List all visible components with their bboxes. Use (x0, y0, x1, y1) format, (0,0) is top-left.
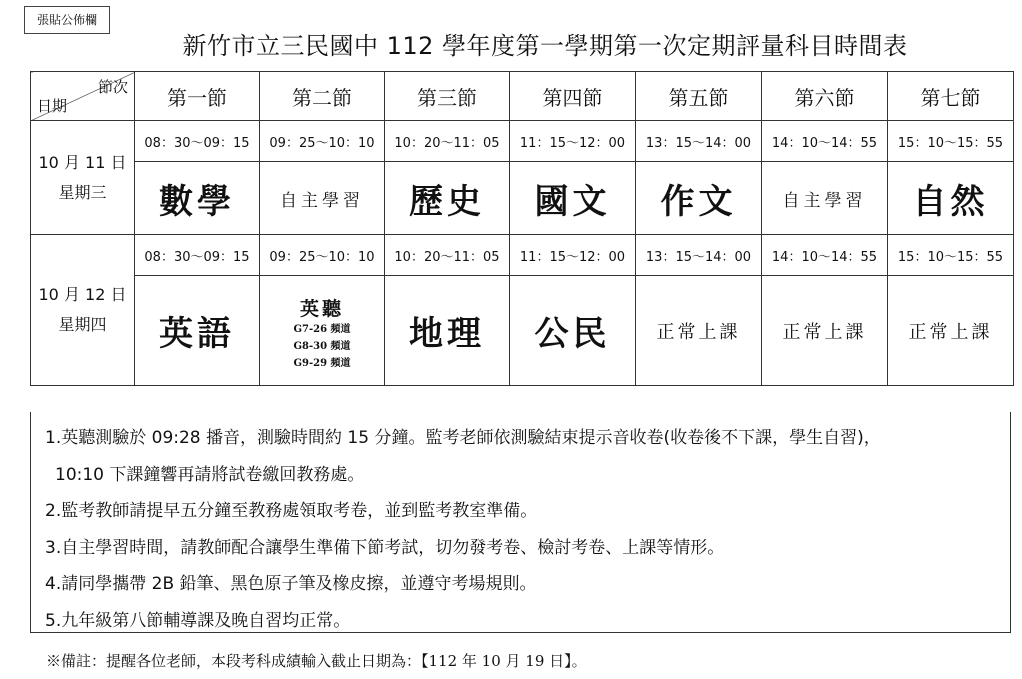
footer-remark: ※備註：提醒各位老師，本段考科成績輸入截止日期為：【112 年 10 月 19 日】。 (46, 652, 587, 670)
time-cell: 10：20～11：05 (385, 235, 510, 276)
time-cell: 08：30～09：15 (135, 235, 260, 276)
note-line: 10:10 下課鐘響再請將試卷繳回教務處。 (55, 464, 365, 485)
note-line: 1.英聽測驗於 09:28 播音，測驗時間約 15 分鐘。監考老師依測驗結束提示音收卷(收卷後不下課，學生自習)， (45, 428, 881, 448)
listening-channel: G7-26 頻道 (293, 323, 351, 335)
listening-subject: 英聽 (299, 297, 344, 320)
day2-weekday: 星期四 (58, 315, 107, 334)
subject-cell: 英語 (135, 276, 260, 386)
subject-cell: 國文 (510, 162, 636, 235)
period-header: 第五節 (636, 72, 762, 121)
day1-date-cell (31, 121, 135, 235)
page-title: 新竹市立三民國中 112 學年度第一學期第一次定期評量科目時間表 (182, 32, 908, 60)
notes-box (30, 412, 1011, 633)
subject-cell: 正常上課 (762, 276, 888, 386)
time-cell: 13：15～14：00 (636, 235, 762, 276)
subject-cell: 自主學習 (762, 162, 888, 235)
time-cell: 10：20～11：05 (385, 121, 510, 162)
day2-date: 10 月 12 日 (38, 285, 127, 304)
corner-header (31, 72, 135, 121)
time-cell: 09：25～10：10 (260, 235, 385, 276)
subject-cell: 公民 (510, 276, 636, 386)
subject-cell: 地理 (385, 276, 510, 386)
subject-cell: 數學 (135, 162, 260, 235)
time-cell: 15：10～15：55 (888, 121, 1014, 162)
exam-schedule-table (30, 71, 1014, 386)
listening-channel: G9-29 頻道 (293, 357, 351, 369)
subject-cell: 作文 (636, 162, 762, 235)
period-header: 第三節 (385, 72, 510, 121)
subject-cell: 正常上課 (888, 276, 1014, 386)
time-cell: 14：10～14：55 (762, 235, 888, 276)
note-line: 2.監考教師請提早五分鐘至教務處領取考卷，並到監考教室準備。 (45, 501, 538, 521)
day1-time-row (31, 121, 1014, 162)
day2-date-cell (31, 235, 135, 386)
day2-time-row (31, 235, 1014, 276)
bulletin-tag: 張貼公佈欄 (24, 6, 110, 34)
day1-date: 10 月 11 日 (38, 152, 127, 172)
time-cell: 14：10～14：55 (762, 121, 888, 162)
time-cell: 13：15～14：00 (636, 121, 762, 162)
period-header: 第六節 (762, 72, 888, 121)
subject-cell: 正常上課 (636, 276, 762, 386)
time-cell: 08：30～09：15 (135, 121, 260, 162)
header-row (31, 72, 1014, 121)
time-cell: 11：15～12：00 (510, 121, 636, 162)
subject-cell: 自然 (888, 162, 1014, 235)
listening-channel: G8-30 頻道 (293, 340, 351, 352)
time-cell: 11：15～12：00 (510, 235, 636, 276)
note-line: 5.九年級第八節輔導課及晚自習均正常。 (45, 610, 351, 631)
day1-weekday: 星期三 (58, 182, 107, 202)
time-cell: 09：25～10：10 (260, 121, 385, 162)
period-header: 第二節 (260, 72, 385, 121)
note-line: 3.自主學習時間，請教師配合讓學生準備下節考試，切勿發考卷、檢討考卷、上課等情形。 (45, 537, 725, 558)
period-label: 節次 (97, 78, 128, 96)
period-header: 第一節 (135, 72, 260, 121)
date-label: 日期 (37, 97, 68, 115)
subject-cell: 自主學習 (260, 162, 385, 235)
period-header: 第四節 (510, 72, 636, 121)
listening-cell (260, 276, 385, 386)
time-cell: 15：10～15：55 (888, 235, 1014, 276)
day2-subject-row (31, 276, 1014, 386)
period-header: 第七節 (888, 72, 1014, 121)
subject-cell: 歷史 (385, 162, 510, 235)
note-line: 4.請同學攜帶 2B 鉛筆、黑色原子筆及橡皮擦，並遵守考場規則。 (45, 574, 537, 594)
day1-subject-row (31, 162, 1014, 235)
